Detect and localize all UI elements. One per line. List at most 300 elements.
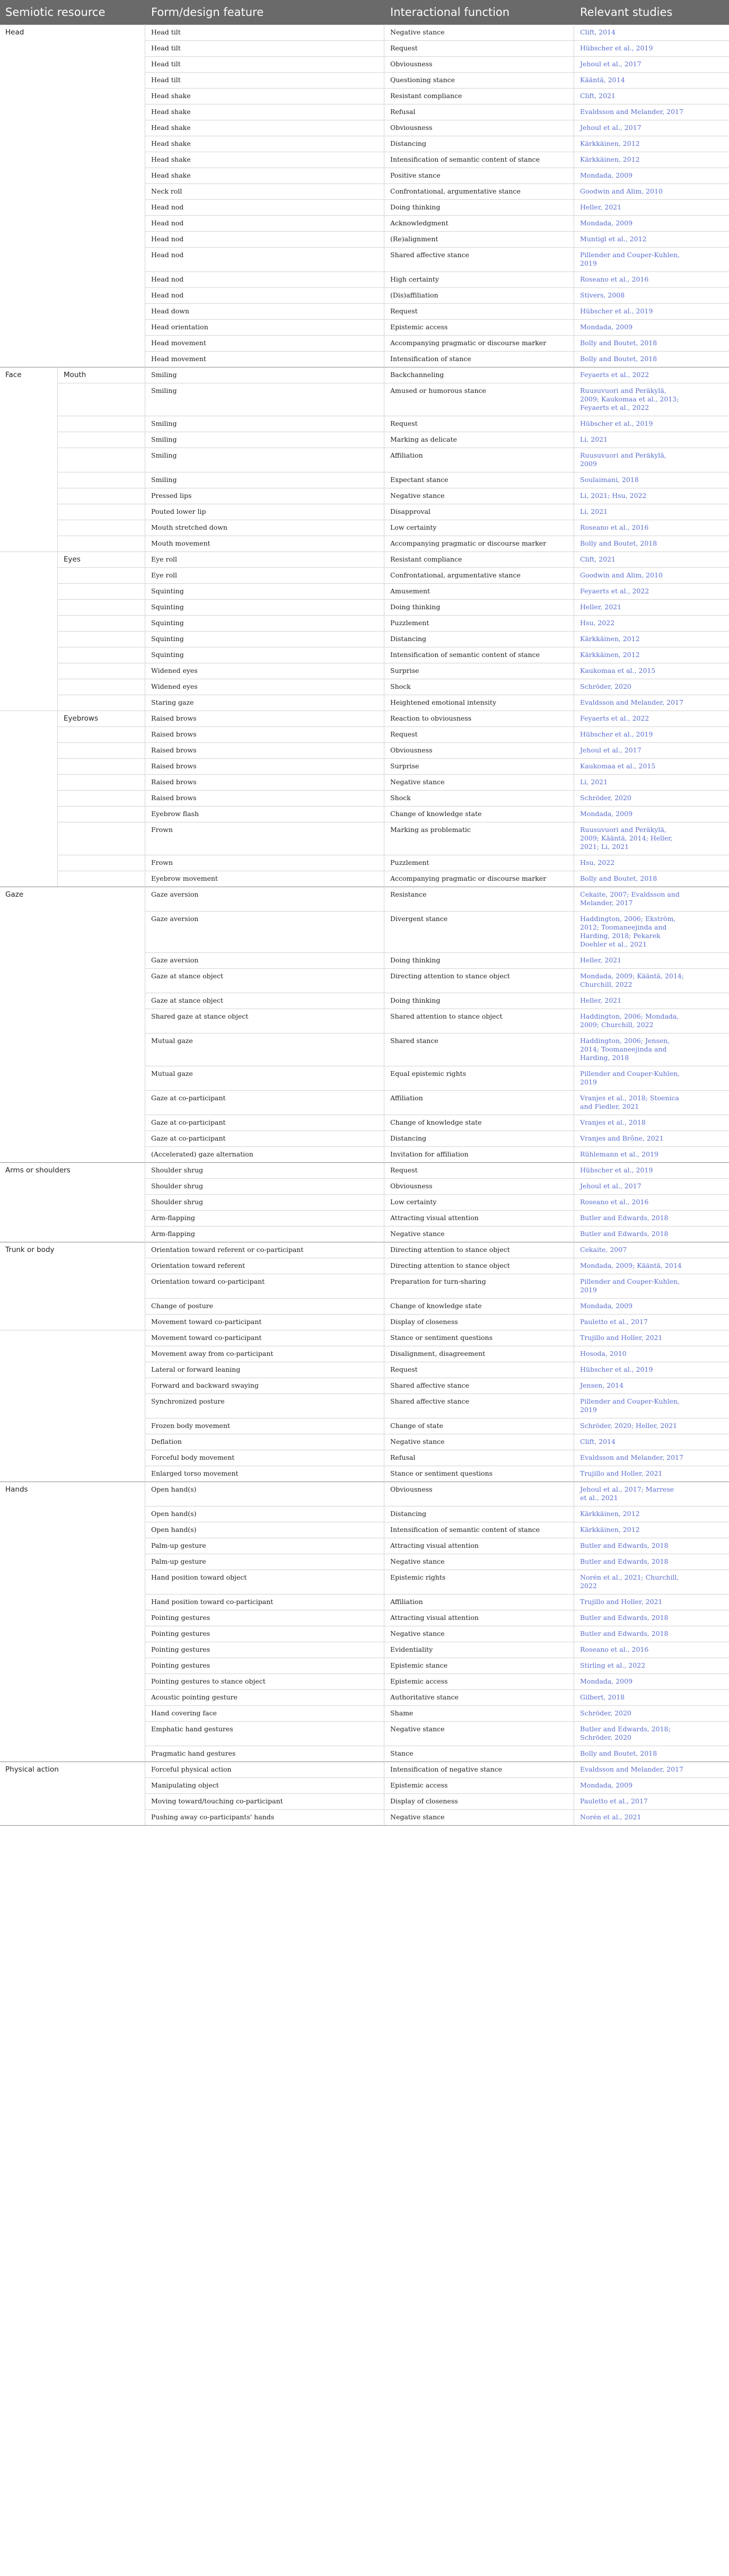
study-reference: 2022 [580,1582,597,1590]
study-reference: Evaldsson and Melander, 2017 [580,1453,683,1461]
feature-cell: Gaze at stance object [151,972,223,980]
study-reference: 2009; Kaukomaa et al., 2013; [580,395,679,403]
function-cell: Doing thinking [390,956,441,964]
function-cell: Disalignment, disagreement [390,1350,486,1357]
function-cell: Doing thinking [390,603,441,611]
feature-cell: Neck roll [151,187,182,195]
function-cell: Change of state [390,1422,443,1430]
study-reference: 2012; Toomaneejinda and [580,923,667,931]
study-reference: 2019 [580,259,597,267]
row-divider [57,599,729,600]
feature-cell: Palm-up gesture [151,1557,206,1565]
feature-cell: Mouth stretched down [151,523,227,531]
study-reference: Norén et al., 2021; Churchill, [580,1573,679,1581]
function-cell: Directing attention to stance object [390,972,510,980]
feature-cell: Head movement [151,355,206,363]
study-reference: Butler and Edwards, 2018 [580,1230,669,1238]
study-reference: Schröder, 2020 [580,1709,631,1717]
function-cell: Divergent stance [390,915,448,923]
study-reference: Harding, 2018 [580,1054,629,1062]
study-reference: Kääntä, 2014 [580,76,625,84]
feature-cell: Shared gaze at stance object [151,1012,249,1020]
feature-cell: Eyebrow flash [151,810,199,818]
study-reference: Clift, 2021 [580,555,616,563]
function-cell: Intensification of semantic content of stance [390,155,540,163]
function-cell: Affiliation [390,1094,423,1102]
feature-cell: Movement toward co-participant [151,1318,262,1326]
function-cell: Shame [390,1709,414,1717]
study-reference: Bolly and Boutet, 2018 [580,874,657,882]
function-cell: Puzzlement [390,619,429,627]
study-reference: Heller, 2021 [580,203,622,211]
function-cell: Epistemic access [390,1781,448,1789]
feature-cell: Hand position toward co-participant [151,1598,274,1606]
function-cell: Doing thinking [390,203,441,211]
function-cell: Shock [390,794,411,802]
feature-cell: Raised brows [151,762,197,770]
sub-resource-label: Eyes [64,555,81,564]
feature-cell: Change of posture [151,1302,214,1310]
feature-cell: Movement away from co-participant [151,1350,274,1357]
study-reference: Kaukomaa et al., 2015 [580,762,656,770]
study-reference: Ruusuvuori and Peräkylä, [580,826,666,834]
study-reference: Schröder, 2020 [580,794,631,802]
function-cell: Negative stance [390,1725,445,1733]
function-cell: Change of knowledge state [390,1118,482,1126]
study-reference: Li, 2021 [580,778,608,786]
feature-cell: Shoulder shrug [151,1198,204,1206]
feature-cell: Squinting [151,635,184,643]
function-cell: Intensification of semantic content of stance [390,1526,540,1534]
row-divider [57,758,729,759]
function-cell: Attracting visual attention [390,1214,479,1222]
function-cell: Accompanying pragmatic or discourse marker [390,539,547,547]
study-reference: Schröder, 2020 [580,682,631,690]
study-reference: Kärkkäinen, 2012 [580,635,640,643]
function-cell: Negative stance [390,1230,445,1238]
function-cell: Amused or humorous stance [390,387,486,395]
feature-cell: Head tilt [151,60,181,68]
function-cell: Obviousness [390,60,433,68]
study-reference: Kärkkäinen, 2012 [580,651,640,659]
feature-cell: Smiling [151,387,177,395]
study-reference: Kärkkäinen, 2012 [580,1510,640,1518]
study-reference: Bolly and Boutet, 2018 [580,1749,657,1757]
function-cell: Preparation for turn-sharing [390,1277,486,1285]
row-divider [145,911,729,912]
function-cell: Backchanneling [390,371,444,379]
function-cell: Shared affective stance [390,1381,469,1389]
function-cell: Negative stance [390,778,445,786]
feature-cell: Raised brows [151,778,197,786]
feature-cell: Head shake [151,171,191,179]
feature-cell: Pointing gestures [151,1645,210,1653]
function-cell: Display of closeness [390,1318,458,1326]
feature-cell: Arm-flapping [151,1230,195,1238]
feature-cell: Hand covering face [151,1709,217,1717]
study-reference: Heller, 2021 [580,956,622,964]
function-cell: Negative stance [390,1629,445,1637]
function-cell: Attracting visual attention [390,1541,479,1549]
semiotic-resource-label: Physical action [5,1765,59,1774]
study-reference: Butler and Edwards, 2018 [580,1629,669,1637]
study-reference: Norén et al., 2021 [580,1813,642,1821]
semiotic-resource-label: Arms or shoulders [5,1166,71,1175]
study-reference: Jehoul et al., 2017 [580,1182,642,1190]
feature-cell: Eye roll [151,571,178,579]
feature-cell: Raised brows [151,714,197,722]
feature-cell: Pointing gestures to stance object [151,1677,266,1685]
row-divider [145,1809,729,1810]
feature-cell: Forceful body movement [151,1453,235,1461]
row-divider [145,1090,729,1091]
study-reference: Feyaerts et al., 2022 [580,714,649,722]
study-reference: Hsu, 2022 [580,858,615,866]
feature-cell: Head orientation [151,323,208,331]
feature-cell: Pouted lower lip [151,507,206,515]
row-divider [145,1210,729,1211]
function-cell: Amusement [390,587,431,595]
function-cell: Confrontational, argumentative stance [390,571,521,579]
function-cell: Shared stance [390,1037,438,1045]
feature-cell: Moving toward/touching co-participant [151,1797,283,1805]
function-cell: Negative stance [390,1813,445,1821]
function-cell: Evidentiality [390,1645,433,1653]
row-divider [145,271,729,272]
study-reference: Ruusuvuori and Peräkylä, [580,451,666,459]
function-cell: Affiliation [390,1598,423,1606]
function-cell: High certainty [390,275,439,283]
study-reference: Goodwin and Alim, 2010 [580,571,663,579]
feature-cell: Shoulder shrug [151,1182,204,1190]
group-divider [0,24,729,25]
row-divider [145,1194,729,1195]
function-cell: Epistemic rights [390,1573,446,1581]
study-reference: Cekaite, 2007; Evaldsson and [580,890,680,898]
function-cell: Intensification of negative stance [390,1765,503,1773]
function-cell: Stance or sentiment questions [390,1469,493,1477]
feature-cell: Widened eyes [151,682,198,690]
row-divider [145,231,729,232]
function-cell: Surprise [390,667,419,674]
function-cell: Distancing [390,1510,427,1518]
feature-cell: Eyebrow movement [151,874,218,882]
study-reference: Li, 2021 [580,507,608,515]
feature-cell: Squinting [151,587,184,595]
row-divider [145,183,729,184]
study-reference: Trujillo and Holler, 2021 [580,1334,663,1342]
row-divider [145,1705,729,1706]
study-reference: Pillender and Couper-Kuhlen, [580,251,680,259]
study-reference: Jehoul et al., 2017 [580,60,642,68]
function-cell: Negative stance [390,1438,445,1445]
row-divider [145,1314,729,1315]
row-divider [145,40,729,41]
study-reference: Evaldsson and Melander, 2017 [580,1765,683,1773]
row-divider [57,615,729,616]
study-reference: Doehler et al., 2021 [580,940,647,948]
study-reference: Pillender and Couper-Kuhlen, [580,1277,680,1285]
function-cell: Confrontational, argumentative stance [390,187,521,195]
feature-cell: Head shake [151,108,191,116]
feature-cell: Head shake [151,124,191,132]
study-reference: Mondada, 2009; Kääntä, 2014 [580,1261,682,1269]
function-cell: Request [390,307,418,315]
feature-cell: Pressed lips [151,492,192,500]
feature-cell: Emphatic hand gestures [151,1725,233,1733]
feature-cell: Mutual gaze [151,1037,193,1045]
feature-cell: Head nod [151,251,184,259]
function-cell: Negative stance [390,1557,445,1565]
function-cell: Change of knowledge state [390,810,482,818]
feature-cell: Gaze at stance object [151,996,223,1004]
study-reference: Schröder, 2020; Heller, 2021 [580,1422,678,1430]
study-reference: Butler and Edwards, 2018 [580,1557,669,1565]
study-reference: Bolly and Boutet, 2018 [580,339,657,347]
function-cell: (Re)alignment [390,235,438,243]
header-form-design-feature: Form/design feature [151,6,264,19]
feature-cell: Frozen body movement [151,1422,230,1430]
function-cell: Epistemic stance [390,1661,448,1669]
function-cell: Intensification of stance [390,355,471,363]
study-reference: Evaldsson and Melander, 2017 [580,698,683,706]
function-cell: Negative stance [390,492,445,500]
feature-cell: Pragmatic hand gestures [151,1749,236,1757]
study-reference: Harding, 2018; Pekarek [580,932,661,940]
study-reference: Pauletto et al., 2017 [580,1318,648,1326]
feature-cell: Squinting [151,603,184,611]
feature-cell: Eye roll [151,555,178,563]
function-cell: Display of closeness [390,1797,458,1805]
row-divider [57,774,729,775]
study-reference: 2009; Churchill, 2022 [580,1021,654,1029]
function-cell: Refusal [390,1453,416,1461]
study-reference: Roseano et al., 2016 [580,1198,649,1206]
group-divider [0,1162,729,1163]
function-cell: Request [390,44,418,52]
function-cell: Stance or sentiment questions [390,1334,493,1342]
row-divider [145,1689,729,1690]
semiotic-resource-label: Gaze [5,890,24,899]
study-reference: Rühlemann et al., 2019 [580,1150,658,1158]
function-cell: Marking as delicate [390,435,457,443]
study-reference: Li, 2021; Hsu, 2022 [580,492,647,500]
function-cell: Low certainty [390,523,437,531]
study-reference: 2009; Kääntä, 2014; Heller, [580,834,673,842]
row-divider [145,319,729,320]
function-cell: Request [390,730,418,738]
feature-cell: Acoustic pointing gesture [151,1693,238,1701]
feature-cell: Lateral or forward leaning [151,1365,241,1373]
function-cell: Low certainty [390,1198,437,1206]
study-reference: Butler and Edwards, 2018 [580,1214,669,1222]
study-reference: Schröder, 2020 [580,1733,631,1741]
function-cell: Request [390,1365,418,1373]
row-divider [145,88,729,89]
function-cell: Surprise [390,762,419,770]
study-reference: Mondada, 2009 [580,1781,633,1789]
row-divider [145,303,729,304]
feature-cell: Open hand(s) [151,1526,197,1534]
function-cell: Invitation for affiliation [390,1150,469,1158]
row-divider [145,1298,729,1299]
study-reference: Gilbert, 2018 [580,1693,625,1701]
study-reference: Pillender and Couper-Kuhlen, [580,1070,680,1077]
study-reference: Stirling et al., 2022 [580,1661,646,1669]
study-reference: 2019 [580,1406,597,1414]
feature-cell: Head nod [151,291,184,299]
function-cell: Shock [390,682,411,690]
feature-cell: Gaze aversion [151,956,199,964]
feature-cell: Head movement [151,339,206,347]
study-reference: Heller, 2021 [580,996,622,1004]
function-cell: Obviousness [390,1485,433,1493]
feature-cell: Smiling [151,371,177,379]
feature-cell: Smiling [151,419,177,427]
feature-cell: Mutual gaze [151,1070,193,1077]
function-cell: Distancing [390,635,427,643]
study-reference: Hübscher et al., 2019 [580,1365,653,1373]
study-reference: Hübscher et al., 2019 [580,307,653,315]
feature-cell: Open hand(s) [151,1485,197,1493]
feature-cell: Manipulating object [151,1781,219,1789]
function-cell: Doing thinking [390,996,441,1004]
study-reference: Mondada, 2009 [580,1677,633,1685]
study-reference: Ruusuvuori and Peräkylä, [580,387,666,395]
study-reference: Jensen, 2014 [580,1381,624,1389]
row-divider [145,56,729,57]
feature-cell: Open hand(s) [151,1510,197,1518]
header-semiotic-resource: Semiotic resource [5,6,106,19]
function-cell: Stance [390,1749,414,1757]
study-reference: Melander, 2017 [580,899,633,907]
feature-cell: Head shake [151,139,191,147]
study-reference: Kaukomaa et al., 2015 [580,667,656,674]
function-cell: Negative stance [390,28,445,36]
row-divider [57,806,729,807]
feature-cell: Palm-up gesture [151,1541,206,1549]
feature-cell: Gaze at co-participant [151,1118,226,1126]
study-reference: Mondada, 2009 [580,323,633,331]
feature-cell: Gaze aversion [151,890,199,898]
function-cell: Equal epistemic rights [390,1070,467,1077]
study-reference: Butler and Edwards, 2018; [580,1725,671,1733]
sub-resource-label: Eyebrows [64,714,98,723]
feature-cell: Head nod [151,235,184,243]
study-reference: 2019 [580,1078,597,1086]
feature-cell: Raised brows [151,794,197,802]
row-divider [145,335,729,336]
feature-cell: Head down [151,307,190,315]
feature-cell: Smiling [151,451,177,459]
row-divider [145,1721,729,1722]
feature-cell: Staring gaze [151,698,194,706]
feature-cell: Frown [151,858,173,866]
study-reference: Haddington, 2006; Ekström, [580,915,676,923]
feature-cell: Raised brows [151,746,197,754]
function-cell: Acknowledgment [390,219,449,227]
feature-cell: Head shake [151,155,191,163]
function-cell: Attracting visual attention [390,1614,479,1622]
function-cell: Questioning stance [390,76,455,84]
row-divider [57,567,729,568]
feature-cell: Mouth movement [151,539,210,547]
semiotic-resource-label: Face [5,371,22,379]
function-cell: Refusal [390,108,416,116]
study-reference: Roseano et al., 2016 [580,1645,649,1653]
row-divider [145,199,729,200]
feature-cell: Hand position toward object [151,1573,247,1581]
feature-cell: Enlarged torso movement [151,1469,239,1477]
feature-cell: Frown [151,826,173,834]
function-cell: Directing attention to stance object [390,1261,510,1269]
row-divider [57,631,729,632]
row-divider [57,583,729,584]
study-reference: Feyaerts et al., 2022 [580,371,649,379]
sub-column-divider [57,551,58,711]
study-reference: Evaldsson and Melander, 2017 [580,108,683,116]
study-reference: Stivers, 2008 [580,291,625,299]
function-cell: Puzzlement [390,858,429,866]
feature-cell: Shoulder shrug [151,1166,204,1174]
header-interactional-function: Interactional function [390,6,510,19]
row-divider [145,1673,729,1674]
study-reference: Churchill, 2022 [580,980,633,988]
feature-cell: Head tilt [151,44,181,52]
study-reference: et al., 2021 [580,1494,618,1502]
study-reference: Vranjes et al., 2018 [580,1118,646,1126]
study-reference: Haddington, 2006; Jensen, [580,1037,670,1045]
function-cell: Marking as problematic [390,826,471,834]
feature-cell: Gaze aversion [151,915,199,923]
study-reference: Clift, 2021 [580,92,616,100]
group-divider [0,551,729,552]
study-reference: Heller, 2021 [580,603,622,611]
study-reference: Jehoul et al., 2017; Marrese [580,1485,674,1493]
study-reference: Muntigl et al., 2012 [580,235,647,243]
row-divider [57,742,729,743]
function-cell: Intensification of semantic content of stance [390,651,540,659]
feature-cell: (Accelerated) gaze alternation [151,1150,253,1158]
function-cell: Epistemic access [390,323,448,331]
study-reference: Mondada, 2009 [580,810,633,818]
study-reference: Hübscher et al., 2019 [580,1166,653,1174]
study-reference: Cekaite, 2007 [580,1246,627,1254]
study-reference: Trujillo and Holler, 2021 [580,1598,663,1606]
feature-cell: Raised brows [151,730,197,738]
function-cell: Positive stance [390,171,441,179]
feature-cell: Synchronized posture [151,1397,225,1405]
study-reference: Hübscher et al., 2019 [580,419,653,427]
study-reference: Li, 2021 [580,435,608,443]
study-reference: 2009 [580,460,597,468]
row-divider [145,952,729,953]
study-reference: 2019 [580,1286,597,1294]
feature-cell: Gaze at co-participant [151,1134,226,1142]
sub-column-divider [57,367,58,551]
feature-cell: Head nod [151,219,184,227]
feature-cell: Deflation [151,1438,182,1445]
feature-cell: Forceful physical action [151,1765,232,1773]
function-cell: Disapproval [390,507,431,515]
table-bottom-rule [0,1825,729,1826]
semiotic-resource-label: Trunk or body [5,1246,55,1254]
study-reference: Bolly and Boutet, 2018 [580,355,657,363]
study-reference: Kärkkäinen, 2012 [580,155,640,163]
feature-cell: Orientation toward referent [151,1261,245,1269]
study-reference: Vranjes et al., 2018; Stoenica [580,1094,679,1102]
row-divider [145,1146,729,1147]
